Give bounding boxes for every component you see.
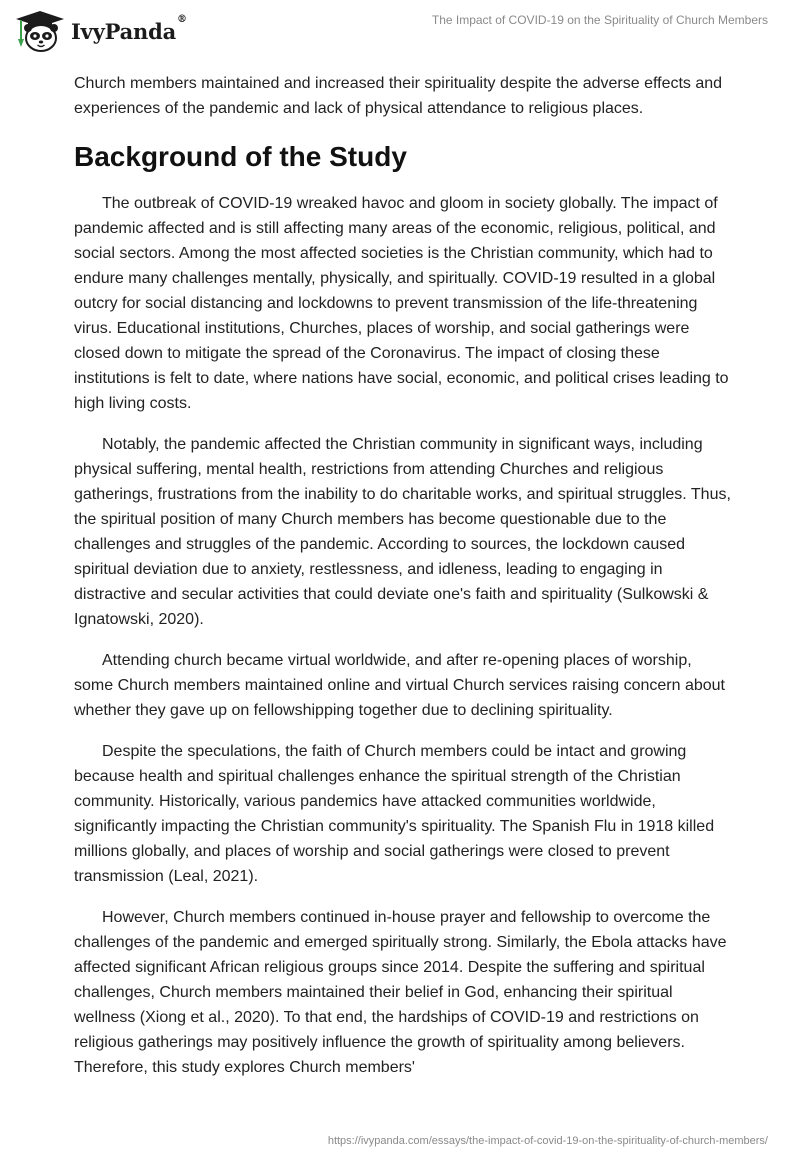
source-url[interactable]: https://ivypanda.com/essays/the-impact-of-covid-19-on-the-spirituality-of-church-members/	[327, 1135, 768, 1147]
lead-paragraph: Church members maintained and increased their spirituality despite the adverse effects and experiences of the pandemic and lack of physical attendance to religious places.	[74, 75, 723, 117]
article-body	[74, 71, 734, 1096]
paragraph: However, Church members continued in-house prayer and fellowship to overcome the challenges of the pandemic and emerged spiritually strong. Similarly, the Ebola attacks have affected significant African religious groups since 2014. Despite the suffering and spiritual challenges, Church members maintained their belief in God, enhancing their spiritual wellness (Xiong et al., 2020). To that end, the hardships of COVID-19 and restrictions on religious gatherings may positively influence the growth of spirituality among believers. Therefore, this study explores Church members'	[74, 909, 727, 1076]
page-header	[0, 0, 800, 60]
panda-graduate-icon	[14, 9, 66, 53]
registered-mark: ®	[177, 13, 187, 25]
paragraph: Notably, the pandemic affected the Christian community in significant ways, including physical suffering, mental health, restrictions from attending Churches and religious gatherings, frustrations from the inability to do charitable works, and spiritual struggles. Thus, the spiritual position of many Church members has become questionable due to the challenges and struggles of the pandemic. According to sources, the lockdown caused spiritual deviation due to anxiety, restlessness, and idleness, leading to engaging in distractive and secular activities that could deviate one's faith and spirituality (Sulkowski & Ignatowski, 2020).	[74, 436, 731, 628]
document-title: The Impact of COVID-19 on the Spirituality of Church Members	[431, 13, 768, 27]
paragraph: Attending church became virtual worldwide, and after re-opening places of worship, some Church members maintained online and virtual Church services raising concern about whether they gave up on fellowshipping together due to declining spirituality.	[74, 652, 725, 719]
brand-name: IvyPanda®	[71, 13, 187, 44]
ivypanda-logo[interactable]	[14, 8, 187, 54]
paragraph: The outbreak of COVID-19 wreaked havoc and gloom in society globally. The impact of pandemic affected and is still affecting many areas of the economic, religious, political, and social sectors. Among the most affected societies is the Christian community, which had to endure many challenges mentally, physically, and spiritually. COVID-19 resulted in a global outcry for social distancing and lockdowns to prevent transmission of the life-threatening virus. Educational institutions, Churches, places of worship, and social gatherings were closed down to mitigate the spread of the Coronavirus. The impact of closing these institutions is felt to date, where nations have social, economic, and political crises leading to high living costs.	[74, 195, 729, 412]
section-heading: Background of the Study	[74, 141, 407, 172]
paragraph: Despite the speculations, the faith of Church members could be intact and growing because health and spiritual challenges enhance the spiritual strength of the Christian community. Historically, various pandemics have attacked communities worldwide, significantly impacting the Christian community's spirituality. The Spanish Flu in 1918 killed millions globally, and places of worship and social gatherings were closed to prevent transmission (Leal, 2021).	[74, 743, 715, 885]
